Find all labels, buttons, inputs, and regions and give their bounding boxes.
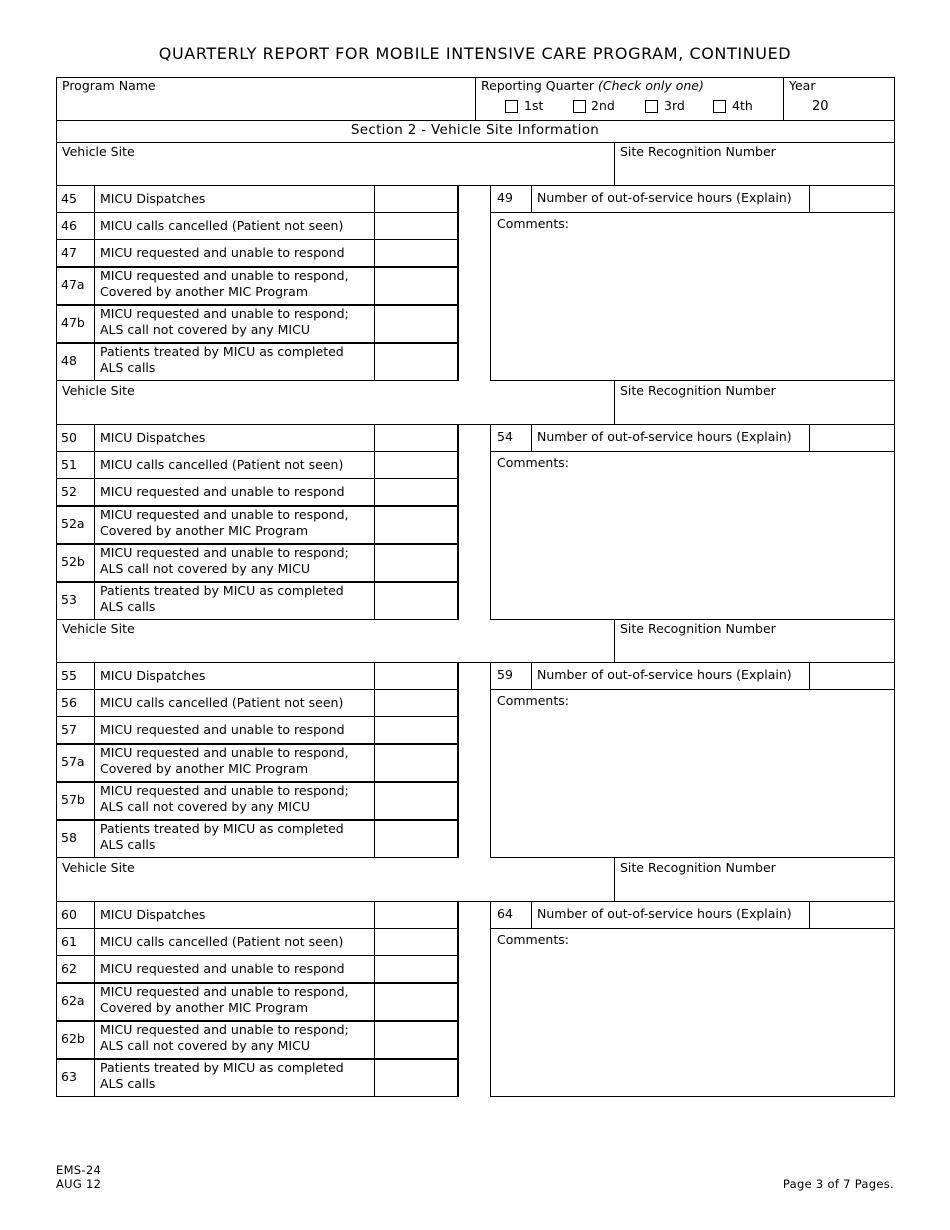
line-label: MICU requested and unable to respond xyxy=(100,722,345,737)
line-value-input[interactable] xyxy=(376,507,455,541)
line-value-input[interactable] xyxy=(376,426,455,449)
site-recognition-number-label: Site Recognition Number xyxy=(620,621,776,636)
line-label: MICU calls cancelled (Patient not seen) xyxy=(100,218,344,233)
line-value-input[interactable] xyxy=(376,691,455,714)
line-number: 47a xyxy=(61,277,85,292)
line-label: MICU requested and unable to respond, xyxy=(100,984,349,999)
vehicle-site-label: Vehicle Site xyxy=(62,383,135,398)
line-value-input[interactable] xyxy=(376,664,455,687)
year-input[interactable] xyxy=(832,96,890,118)
line-value-input[interactable] xyxy=(376,984,455,1018)
line-label-continued: ALS call not covered by any MICU xyxy=(100,561,310,576)
comments-textarea[interactable] xyxy=(496,472,890,615)
line-number: 50 xyxy=(61,430,77,445)
oos-hours-label: Number of out-of-service hours (Explain) xyxy=(537,906,792,921)
comments-label: Comments: xyxy=(497,455,569,470)
quarter-1st-label: 1st xyxy=(524,98,544,113)
form-title: QUARTERLY REPORT FOR MOBILE INTENSIVE CARE PROGRAM, CONTINUED xyxy=(158,44,792,63)
oos-hours-input[interactable] xyxy=(811,187,892,210)
line-label-continued: ALS calls xyxy=(100,837,156,852)
line-label: Patients treated by MICU as completed xyxy=(100,583,344,598)
line-value-input[interactable] xyxy=(376,453,455,476)
comments-textarea[interactable] xyxy=(496,233,890,376)
oos-line-number: 64 xyxy=(497,906,513,921)
comments-label: Comments: xyxy=(497,932,569,947)
line-label: MICU requested and unable to respond, xyxy=(100,745,349,760)
quarter-2nd-checkbox[interactable] xyxy=(573,100,586,113)
line-number: 62 xyxy=(61,961,77,976)
page-number: Page 3 of 7 Pages. xyxy=(782,1177,894,1191)
line-number: 57 xyxy=(61,722,77,737)
line-label: Patients treated by MICU as completed xyxy=(100,1060,344,1075)
line-label: MICU Dispatches xyxy=(100,668,206,683)
reporting-quarter-hint: (Check only one) xyxy=(598,78,704,93)
line-value-input[interactable] xyxy=(376,480,455,503)
line-label: MICU requested and unable to respond, xyxy=(100,268,349,283)
line-value-input[interactable] xyxy=(376,957,455,980)
line-label: MICU calls cancelled (Patient not seen) xyxy=(100,457,344,472)
line-label: Patients treated by MICU as completed xyxy=(100,821,344,836)
oos-hours-label: Number of out-of-service hours (Explain) xyxy=(537,190,792,205)
line-value-input[interactable] xyxy=(376,241,455,264)
line-label: MICU Dispatches xyxy=(100,907,206,922)
section-title: Section 2 - Vehicle Site Information xyxy=(350,122,600,138)
line-number: 52a xyxy=(61,516,85,531)
oos-line-number: 59 xyxy=(497,667,513,682)
oos-hours-label: Number of out-of-service hours (Explain) xyxy=(537,429,792,444)
comments-textarea[interactable] xyxy=(496,949,890,1092)
line-value-input[interactable] xyxy=(376,903,455,926)
line-label: MICU requested and unable to respond xyxy=(100,245,345,260)
line-label-continued: ALS call not covered by any MICU xyxy=(100,1038,310,1053)
oos-hours-input[interactable] xyxy=(811,426,892,449)
line-label-continued: Covered by another MIC Program xyxy=(100,761,309,776)
line-value-input[interactable] xyxy=(376,214,455,237)
line-label: MICU requested and unable to respond; xyxy=(100,306,349,321)
oos-hours-label: Number of out-of-service hours (Explain) xyxy=(537,667,792,682)
site-recognition-number-label: Site Recognition Number xyxy=(620,383,776,398)
line-label: MICU requested and unable to respond; xyxy=(100,545,349,560)
line-label: MICU calls cancelled (Patient not seen) xyxy=(100,934,344,949)
line-label: MICU requested and unable to respond xyxy=(100,961,345,976)
oos-hours-input[interactable] xyxy=(811,903,892,926)
line-number: 45 xyxy=(61,191,77,206)
vehicle-site-input[interactable] xyxy=(62,399,607,421)
vehicle-site-input[interactable] xyxy=(62,876,607,898)
line-label-continued: ALS calls xyxy=(100,360,156,375)
comments-label: Comments: xyxy=(497,693,569,708)
line-value-input[interactable] xyxy=(376,1022,455,1056)
oos-line-number: 49 xyxy=(497,190,513,205)
line-number: 51 xyxy=(61,457,77,472)
line-label-continued: ALS calls xyxy=(100,1076,156,1091)
line-number: 62a xyxy=(61,993,85,1008)
line-value-input[interactable] xyxy=(376,783,455,817)
quarter-3rd-checkbox[interactable] xyxy=(645,100,658,113)
site-recognition-number-input[interactable] xyxy=(620,876,890,898)
line-label: Patients treated by MICU as completed xyxy=(100,344,344,359)
line-value-input[interactable] xyxy=(376,545,455,579)
form-id: EMS-24 xyxy=(56,1163,102,1177)
site-recognition-number-input[interactable] xyxy=(620,160,890,182)
line-label: MICU Dispatches xyxy=(100,191,206,206)
line-value-input[interactable] xyxy=(376,187,455,210)
line-label: MICU requested and unable to respond; xyxy=(100,783,349,798)
line-label: MICU Dispatches xyxy=(100,430,206,445)
line-value-input[interactable] xyxy=(376,718,455,741)
line-value-input[interactable] xyxy=(376,268,455,302)
line-value-input[interactable] xyxy=(376,821,455,855)
line-number: 52 xyxy=(61,484,77,499)
reporting-quarter-label: Reporting Quarter (Check only one) xyxy=(481,78,704,93)
quarter-3rd-label: 3rd xyxy=(664,98,685,113)
line-label: MICU requested and unable to respond, xyxy=(100,507,349,522)
line-number: 48 xyxy=(61,353,77,368)
quarter-1st-checkbox[interactable] xyxy=(505,100,518,113)
comments-textarea[interactable] xyxy=(496,710,890,853)
line-number: 55 xyxy=(61,668,77,683)
site-recognition-number-label: Site Recognition Number xyxy=(620,144,776,159)
line-value-input[interactable] xyxy=(376,344,455,378)
quarter-2nd-label: 2nd xyxy=(591,98,615,113)
line-label-continued: ALS call not covered by any MICU xyxy=(100,799,310,814)
line-number: 53 xyxy=(61,592,77,607)
line-label-continued: Covered by another MIC Program xyxy=(100,1000,309,1015)
line-label-continued: Covered by another MIC Program xyxy=(100,523,309,538)
line-number: 47b xyxy=(61,315,85,330)
line-value-input[interactable] xyxy=(376,1060,455,1094)
vehicle-site-label: Vehicle Site xyxy=(62,144,135,159)
line-number: 62b xyxy=(61,1031,85,1046)
site-recognition-number-input[interactable] xyxy=(620,637,890,659)
line-value-input[interactable] xyxy=(376,583,455,617)
year-label: Year xyxy=(789,78,816,93)
line-value-input[interactable] xyxy=(376,745,455,779)
program-name-label: Program Name xyxy=(62,78,156,93)
line-label: MICU calls cancelled (Patient not seen) xyxy=(100,695,344,710)
line-label-continued: Covered by another MIC Program xyxy=(100,284,309,299)
line-label: MICU requested and unable to respond xyxy=(100,484,345,499)
line-number: 63 xyxy=(61,1069,77,1084)
vehicle-site-input[interactable] xyxy=(62,160,607,182)
line-number: 46 xyxy=(61,218,77,233)
comments-label: Comments: xyxy=(497,216,569,231)
year-prefix: 20 xyxy=(812,99,829,114)
line-value-input[interactable] xyxy=(376,306,455,340)
line-value-input[interactable] xyxy=(376,930,455,953)
quarter-4th-checkbox[interactable] xyxy=(713,100,726,113)
form-revision: AUG 12 xyxy=(56,1177,102,1191)
site-recognition-number-label: Site Recognition Number xyxy=(620,860,776,875)
quarter-4th-label: 4th xyxy=(732,98,753,113)
oos-hours-input[interactable] xyxy=(811,664,892,687)
program-name-input[interactable] xyxy=(62,96,467,118)
oos-line-number: 54 xyxy=(497,429,513,444)
line-number: 60 xyxy=(61,907,77,922)
line-number: 56 xyxy=(61,695,77,710)
line-number: 58 xyxy=(61,830,77,845)
line-number: 57b xyxy=(61,792,85,807)
line-label: MICU requested and unable to respond; xyxy=(100,1022,349,1037)
site-recognition-number-input[interactable] xyxy=(620,399,890,421)
line-number: 61 xyxy=(61,934,77,949)
line-label-continued: ALS call not covered by any MICU xyxy=(100,322,310,337)
line-number: 57a xyxy=(61,754,85,769)
line-label-continued: ALS calls xyxy=(100,599,156,614)
vehicle-site-label: Vehicle Site xyxy=(62,621,135,636)
vehicle-site-label: Vehicle Site xyxy=(62,860,135,875)
vehicle-site-input[interactable] xyxy=(62,637,607,659)
line-number: 47 xyxy=(61,245,77,260)
line-number: 52b xyxy=(61,554,85,569)
